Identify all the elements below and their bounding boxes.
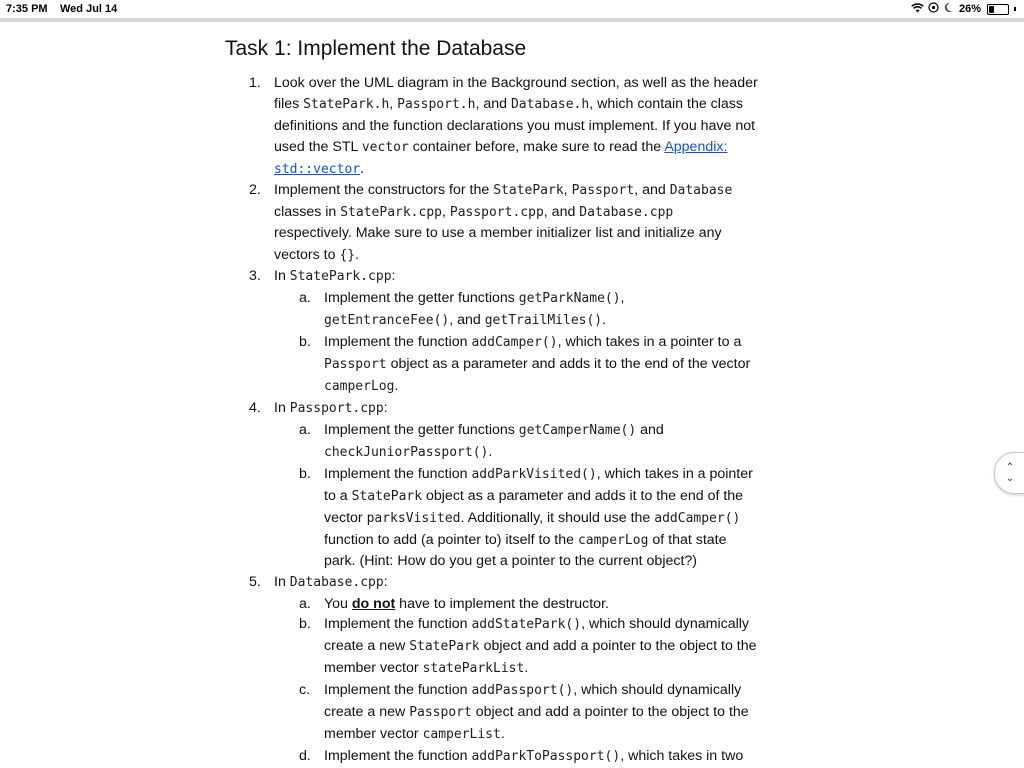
item-4b-line-2: to a StatePark object as a parameter and adds it to the end of the — [324, 488, 744, 504]
battery-nub — [1014, 7, 1016, 11]
item-1-line-1: Look over the UML diagram in the Background section, as well as the header — [274, 75, 758, 91]
item-5c-line-2: create a new Passport object and add a pointer to the object to the — [324, 704, 749, 720]
battery-percent: 26% — [958, 3, 981, 15]
list-letter-4a: a. — [299, 422, 311, 438]
list-letter-4b: b. — [299, 466, 311, 482]
list-letter-3a: a. — [299, 290, 311, 306]
item-1-line-4: used the STL vector container before, make sure to read the Appendix: — [274, 139, 728, 155]
appendix-link-cont[interactable]: std::vector — [274, 162, 361, 177]
status-icons — [911, 2, 1016, 16]
item-3b-line-1: Implement the function addCamper(), which takes in a pointer to a — [324, 334, 742, 350]
item-5b-line-3: member vector stateParkList. — [324, 660, 529, 676]
list-letter-5b: b. — [299, 616, 311, 632]
item-2-line-3: respectively. Make sure to use a member initializer list and initialize any — [274, 225, 722, 241]
item-5c-line-3: member vector camperList. — [324, 726, 505, 742]
status-time: 7:35 PM — [6, 3, 48, 15]
list-letter-5c: c. — [299, 682, 311, 698]
item-2-line-1: Implement the constructors for the StatePark, Passport, and Database — [274, 182, 733, 198]
item-4b-line-4: function to add (a pointer to) itself to the camperLog of that state — [324, 532, 727, 548]
list-number-2: 2. — [249, 182, 261, 198]
status-date: Wed Jul 14 — [60, 3, 118, 15]
document-page — [0, 22, 1024, 768]
page-title: Task 1: Implement the Database — [225, 37, 527, 60]
status-bar — [0, 0, 1024, 22]
item-4a-line-1: Implement the getter functions getCamperName() and — [324, 422, 664, 438]
item-3a-line-2: getEntranceFee(), and getTrailMiles(). — [324, 312, 607, 328]
list-number-1: 1. — [249, 75, 261, 91]
item-4b-line-1: Implement the function addParkVisited(), which takes in a pointer — [324, 466, 753, 482]
item-4b-line-3: vector parksVisited. Additionally, it should use the addCamper() — [324, 510, 741, 526]
list-letter-5a: a. — [299, 596, 311, 612]
item-1-line-5: std::vector. — [274, 161, 365, 177]
item-5b-line-1: Implement the function addStatePark(), which should dynamically — [324, 616, 750, 632]
battery-icon — [987, 4, 1009, 15]
moon-icon — [943, 2, 953, 16]
chevron-up-icon[interactable]: ⌃ — [1005, 462, 1015, 473]
chevron-down-icon[interactable]: ⌄ — [1005, 473, 1015, 484]
list-letter-5d: d. — [299, 748, 311, 764]
item-1-line-3: definitions and the function declarations you must implement. If you have not — [274, 118, 756, 134]
item-4b-line-5: park. (Hint: How do you get a pointer to the current object?) — [324, 553, 698, 569]
item-4a-line-2: checkJuniorPassport(). — [324, 444, 493, 460]
item-5d-line-1: Implement the function addParkToPassport(), which takes in two — [324, 748, 744, 764]
list-letter-3b: b. — [299, 334, 311, 350]
item-5a-line-1: You do not have to implement the destructor. — [324, 596, 609, 612]
item-3-line-1: In StatePark.cpp: — [274, 268, 396, 284]
wifi-icon — [911, 3, 924, 16]
page-scroll-control[interactable] — [994, 452, 1024, 494]
item-5c-line-1: Implement the function addPassport(), which should dynamically — [324, 682, 742, 698]
location-icon — [928, 2, 939, 16]
item-5b-line-2: create a new StatePark object and add a pointer to the object to the — [324, 638, 757, 654]
list-number-3: 3. — [249, 268, 261, 284]
item-4-line-1: In Passport.cpp: — [274, 400, 388, 416]
item-3b-line-2: Passport object as a parameter and adds it to the end of the vector — [324, 356, 751, 372]
item-3b-line-3: camperLog. — [324, 378, 399, 394]
appendix-link[interactable]: Appendix: — [664, 139, 728, 155]
item-5-line-1: In Database.cpp: — [274, 574, 388, 590]
item-2-line-2: classes in StatePark.cpp, Passport.cpp, and Database.cpp — [274, 204, 674, 220]
battery-fill — [989, 6, 994, 13]
list-number-5: 5. — [249, 574, 261, 590]
list-number-4: 4. — [249, 400, 261, 416]
item-2-line-4: vectors to {}. — [274, 247, 360, 263]
item-1-line-2: files StatePark.h, Passport.h, and Database.h, which contain the class — [274, 96, 743, 112]
item-3a-line-1: Implement the getter functions getParkName(), — [324, 290, 625, 306]
